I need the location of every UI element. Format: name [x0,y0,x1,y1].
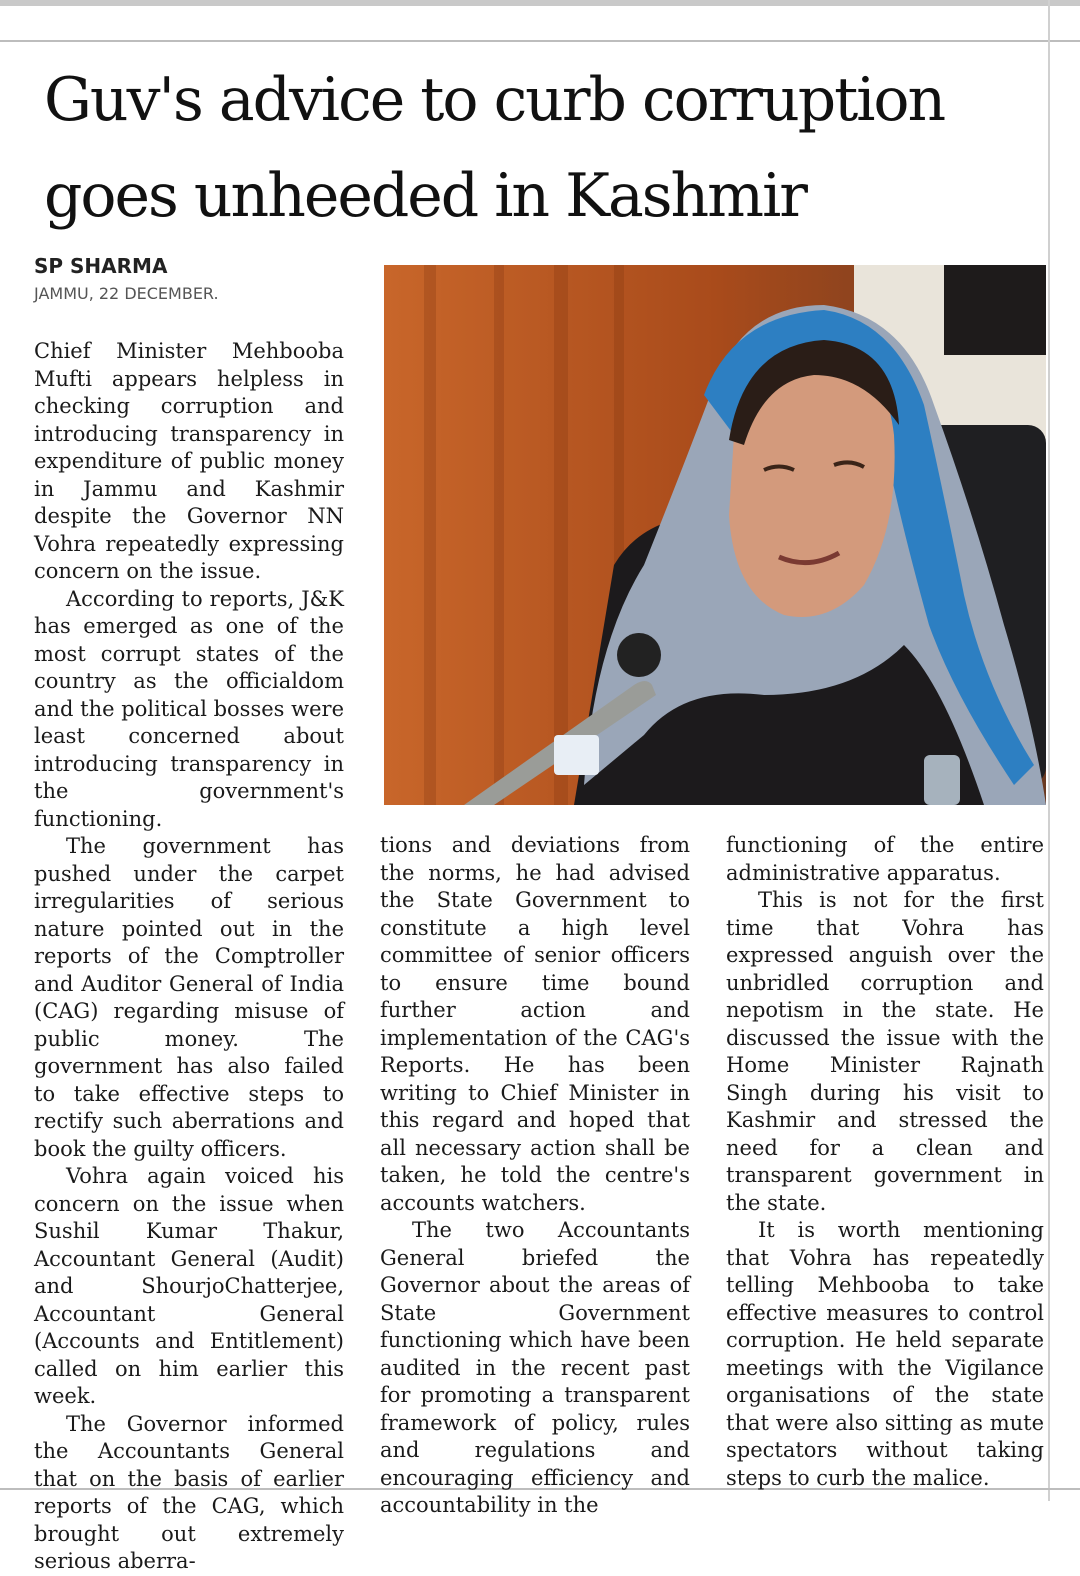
person-background-dark [944,265,1046,355]
photo-illustration [384,265,1046,805]
article-column-2 [380,832,690,1520]
article-paragraph: Chief Minister Mehbooba Mufti appears helpless in checking corruption and introducing transparency in expenditure of public money in Jammu and Kashmir despite the Governor NN Vohra repeatedly expressing concern on the issue. [34,339,344,583]
article-paragraph: The government has pushed under the carpet irregularities of serious nature pointed out in the reports of the Comptroller and Auditor General of India (CAG) regarding misuse of public money. The government has also failed to take effective steps to rectify such aberrations and book the guilty officers. [34,834,344,1161]
byline: SP SHARMA [34,254,168,278]
top-divider-rule [0,40,1080,42]
dateline: JAMMU, 22 DECEMBER. [34,284,219,303]
headline: Guv's advice to curb corruption goes unheeded in Kashmir [44,65,945,231]
article-column-1 [34,338,344,1576]
newspaper-clipping [18,46,1054,1573]
article-column-3 [726,832,1044,1492]
article-paragraph: tions and deviations from the norms, he had advised the State Government to constitute a high level committee of senior officers to ensure time bound further action and implementation of the CAG's Reports. He has been writing to Chief Minister in this regard and hoped that all necessary action shall be taken, he told the centre's accounts watchers. [380,833,690,1215]
name-badge [554,735,599,775]
article-paragraph: The Governor informed the Accountants General that on the basis of earlier reports of the CAG, which brought out extremely serious aberra- [34,1411,344,1573]
top-border-rule [0,0,1080,6]
article-photo [384,265,1046,805]
article-paragraph: According to reports, J&K has emerged as one of the most corrupt states of the country as the officialdom and the political bosses were least concerned about introducing transparency in the government's functioning. [34,586,344,831]
article-paragraph: The two Accountants General briefed the Governor about the areas of State Government functioning which have been audited in the recent past for promoting a transparent framework of policy, rules and regulations and encouraging efficiency and accountability in the [380,1218,690,1517]
article-paragraph: Vohra again voiced his concern on the issue when Sushil Kumar Thakur, Accountant General (Audit) and ShourjoChatterjee, Accountant General (Accounts and Entitlement) called on him earlier this week. [34,1164,344,1408]
article-paragraph: functioning of the entire administrative apparatus. [726,833,1044,885]
water-bottle [924,755,960,805]
article-paragraph: It is worth mentioning that Vohra has repeatedly telling Mehbooba to take effective measures to control corruption. He held separate meetings with the Vigilance organisations of the state that were also sitting as mute spectators without taking steps to curb the malice. [726,1218,1044,1490]
article-paragraph: This is not for the first time that Vohra has expressed anguish over the unbridled corruption and nepotism in the state. He discussed the issue with the Home Minister Rajnath Singh during his visit to Kashmir and stressed the need for a clean and transparent government in the state. [726,888,1044,1215]
microphone-head [617,633,661,677]
